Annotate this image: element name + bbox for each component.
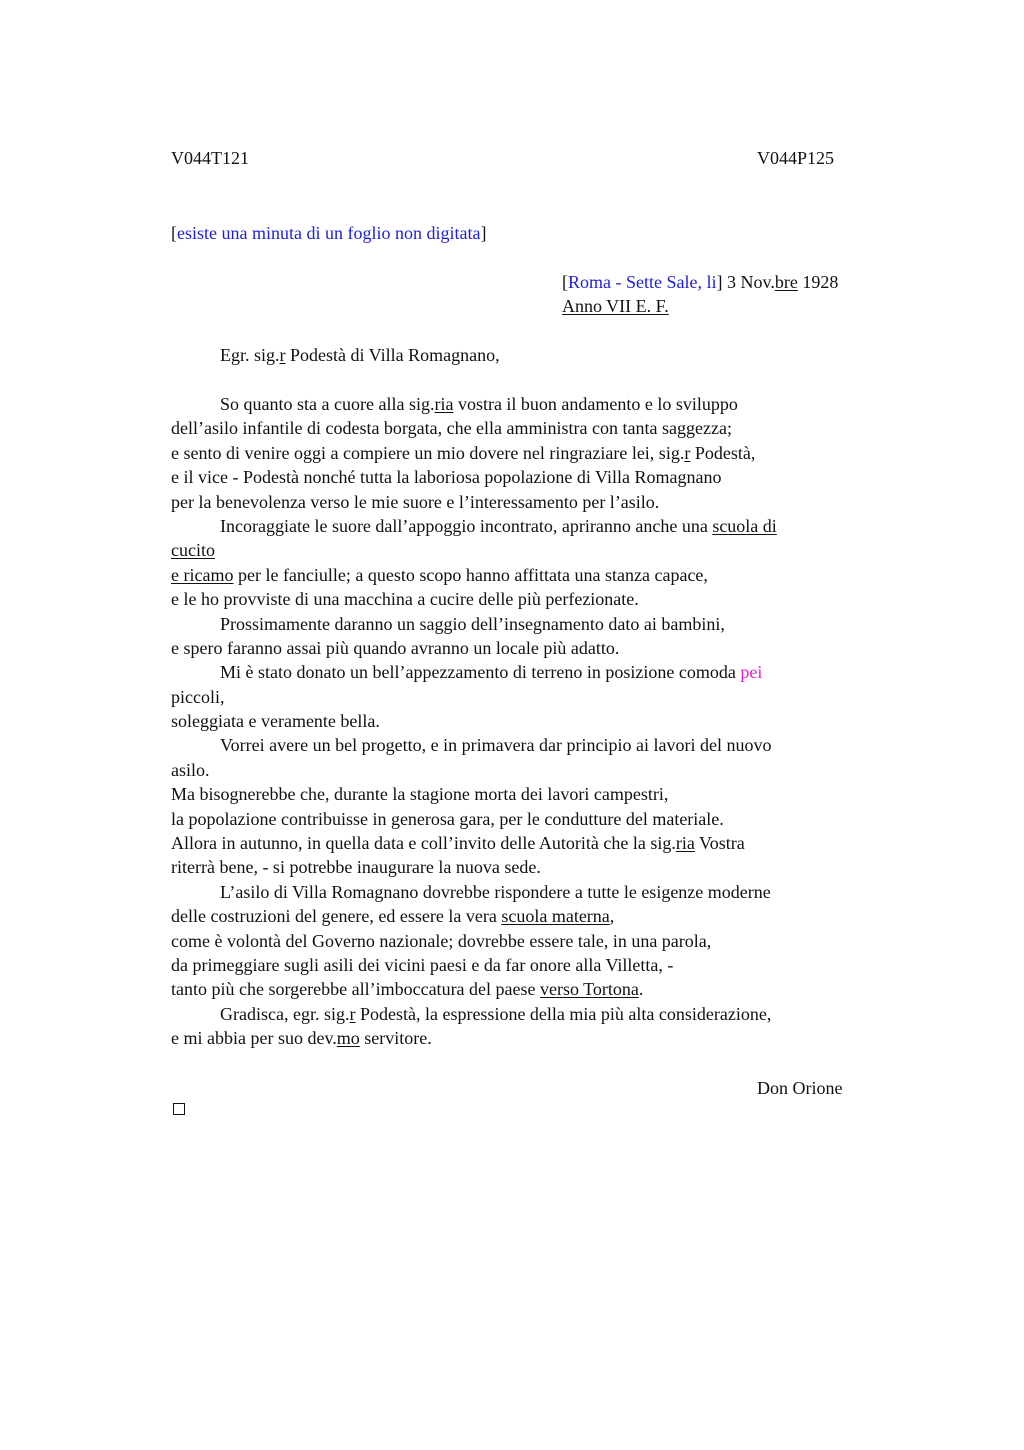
body-line: la popolazione contribuisse in generosa gara, per le condutture del materiale.	[171, 808, 724, 829]
salutation	[220, 343, 500, 367]
letter-body	[171, 392, 871, 1051]
body-line: Ma bisognerebbe che, durante la stagione morta dei lavori campestri,	[171, 784, 669, 805]
body-line: e le ho provviste di una macchina a cucire delle più perfezionate.	[171, 589, 639, 610]
body-line: cucito	[171, 540, 215, 561]
body-line: Prossimamente daranno un saggio dell’insegnamento dato ai bambini,	[220, 613, 725, 634]
salutation-post: Podestà di Villa Romagnano,	[285, 345, 500, 365]
body-line: Allora in autunno, in quella data e coll’invito delle Autorità che la sig.ria Vostra	[171, 833, 745, 854]
note-bracket-open: [	[171, 223, 177, 243]
note-text: esiste una minuta di un foglio non digitata	[177, 223, 481, 243]
body-line: soleggiata e veramente bella.	[171, 711, 380, 732]
document-code-left: V044T121	[171, 148, 249, 168]
body-line: e sento di venire oggi a compiere un mio dovere nel ringraziare lei, sig.r Podestà,	[171, 442, 756, 463]
body-line: So quanto sta a cuore alla sig.ria vostra il buon andamento e lo sviluppo	[220, 394, 738, 414]
body-line: e mi abbia per suo dev.mo servitore.	[171, 1028, 432, 1049]
body-line: e spero faranno assai più quando avranno un locale più adatto.	[171, 637, 620, 658]
dateline-bracket-open: [	[562, 272, 568, 292]
signature: Don Orione	[757, 1078, 843, 1098]
note-bracket-close: ]	[480, 223, 487, 243]
body-line: dell’asilo infantile di codesta borgata, che ella amministra con tanta saggezza;	[171, 418, 732, 439]
body-line: Gradisca, egr. sig.r Podestà, la espressione della mia più alta considerazione,	[220, 1003, 772, 1024]
dateline-year: 1928	[797, 272, 839, 292]
salutation-abbrev: r	[279, 345, 286, 365]
dateline	[562, 270, 838, 294]
body-line: da primeggiare sugli asili dei vicini paesi e da far onore alla Villetta, -	[171, 954, 674, 975]
body-line: delle costruzioni del genere, ed essere la vera scuola materna,	[171, 906, 615, 927]
salutation-pre: Egr. sig.	[220, 345, 280, 365]
end-box-icon	[173, 1103, 185, 1115]
body-line: riterrà bene, - si potrebbe inaugurare la nuova sede.	[171, 857, 541, 878]
body-line: L’asilo di Villa Romagnano dovrebbe rispondere a tutte le esigenze moderne	[220, 881, 771, 902]
dateline-bracket-close: ]	[716, 272, 723, 292]
dateline-place: Roma - Sette Sale, li	[568, 272, 717, 292]
body-line: asilo.	[171, 759, 210, 780]
document-code-right: V044P125	[757, 148, 835, 168]
dateline-era: Anno VII E. F.	[562, 296, 669, 316]
editorial-note	[171, 221, 486, 245]
body-line: Vorrei avere un bel progetto, e in primavera dar principio ai lavori del nuovo	[220, 735, 772, 756]
body-line: Mi è stato donato un bell’appezzamento di terreno in posizione comoda pei	[220, 662, 763, 683]
body-line: e il vice - Podestà nonché tutta la laboriosa popolazione di Villa Romagnano	[171, 467, 722, 488]
body-line: come è volontà del Governo nazionale; dovrebbe essere tale, in una parola,	[171, 930, 712, 951]
dateline-date: 3 Nov.	[722, 272, 775, 292]
dateline-month-abbrev: bre	[774, 272, 798, 292]
body-line: piccoli,	[171, 686, 225, 707]
body-line: Incoraggiate le suore dall’appoggio incontrato, apriranno anche una scuola di	[220, 515, 777, 536]
body-line: e ricamo per le fanciulle; a questo scopo hanno affittata una stanza capace,	[171, 564, 708, 585]
body-line: per la benevolenza verso le mie suore e l’interessamento per l’asilo.	[171, 491, 660, 512]
body-line: tanto più che sorgerebbe all’imboccatura del paese verso Tortona.	[171, 979, 644, 1000]
highlighted-word: pei	[740, 662, 763, 683]
